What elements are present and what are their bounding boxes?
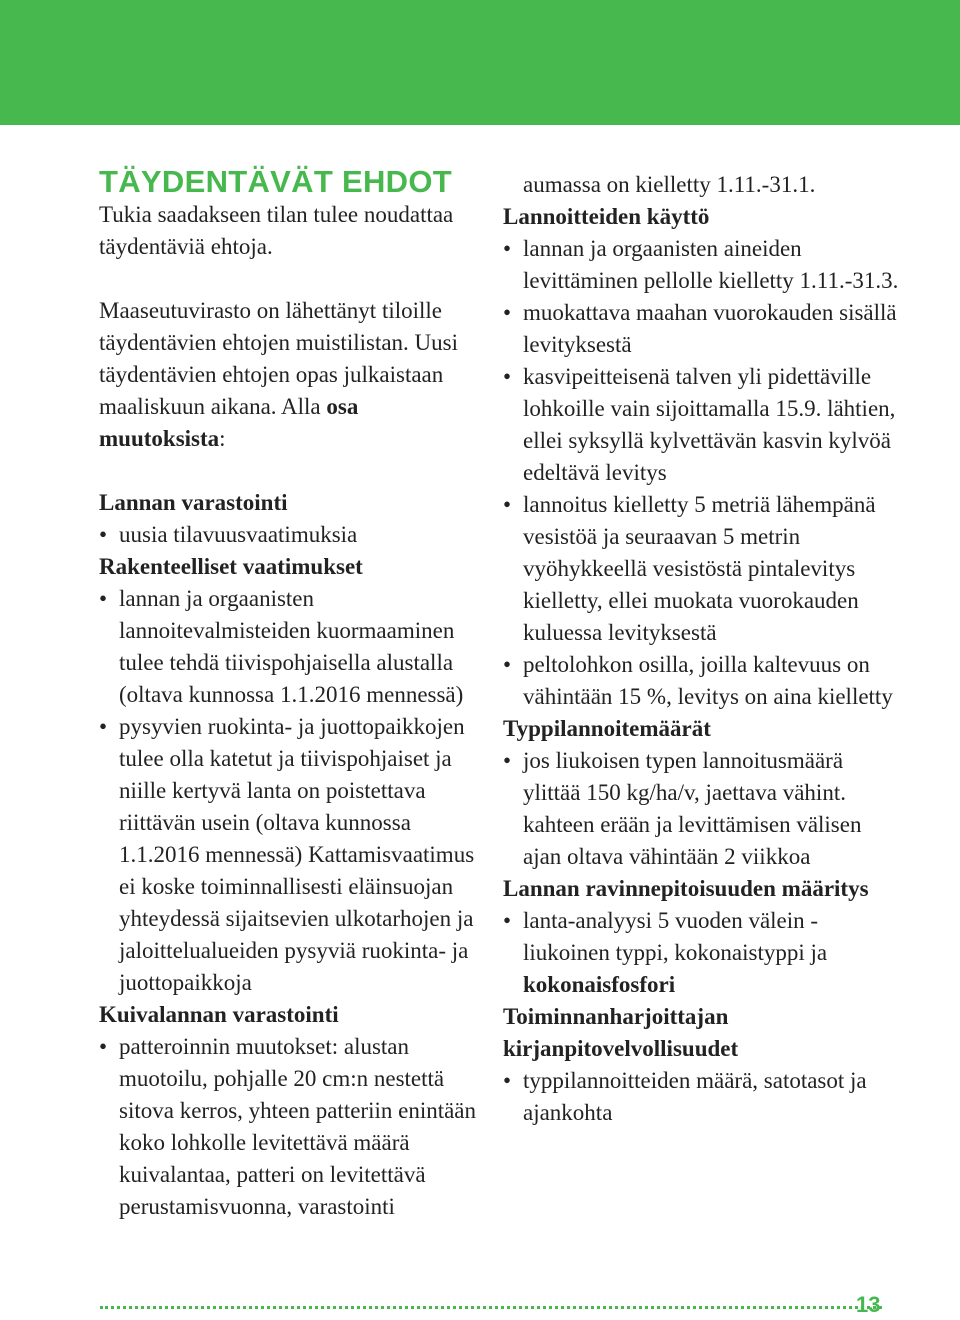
- list-item: • pysyvien ruokinta- ja juottopaikkojen tulee olla katetut ja tiivispohjaiset ja niille kertyvä lanta on poistettava riittävän usein (oltava kunnossa 1.1.2016 mennessä) Kattamisvaatimus ei koske toiminnallisesti eläinsuojan yhteydessä sijaitsevien ulkotarhojen ja jaloittelualueiden pysyviä ruokinta- ja juottopaikkoja: [99, 711, 489, 999]
- list-item: • patteroinnin muutokset: alustan muotoilu, pohjalle 20 cm:n nestettä sitova kerros, yhteen patteriin enintään koko lohkolle levitettävä määrä kuivalantaa, patteri on levitettävä perustamisvuonna, varastointi: [99, 1031, 489, 1223]
- list-item: • jos liukoisen typen lannoitusmäärä ylittää 150 kg/ha/v, jaettava vähint. kahteen erään ja levittämisen välisen ajan oltava vähintään 2 viikkoa: [503, 745, 903, 873]
- left-column: [99, 165, 489, 1223]
- analysis-list: [503, 905, 903, 1001]
- section-heading-structural: Rakenteelliset vaatimukset: [99, 554, 363, 579]
- list-item: • kasvipeitteisenä talven yli pidettäville lohkoille vain sijoittamalla 15.9. lähtien, ellei syksyllä kylvettävän kasvin kylvöä edeltävä levitys: [503, 361, 903, 489]
- page-number: 13: [856, 1292, 881, 1317]
- list-item: • muokattava maahan vuorokauden sisällä levityksestä: [503, 297, 903, 361]
- list-item: • typpilannoitteiden määrä, satotasot ja ajankohta: [503, 1065, 903, 1129]
- structural-list: [99, 583, 489, 999]
- intro-paragraph: Tukia saadakseen tilan tulee noudattaa täydentäviä ehtoja.: [99, 202, 454, 259]
- list-item: • peltolohkon osilla, joilla kaltevuus on vähintään 15 %, levitys on aina kielletty: [503, 649, 903, 713]
- section-heading-nitrogen: Typpilannoitemäärät: [503, 716, 711, 741]
- section-heading-bookkeeping: Toiminnanharjoittajan kirjanpitovelvollisuudet: [503, 1004, 739, 1061]
- footer-dotted-rule: [100, 1296, 882, 1309]
- section-heading-manure-storage: Lannan varastointi: [99, 490, 288, 515]
- dry-manure-list: [99, 1031, 489, 1223]
- section-heading-dry-manure: Kuivalannan varastointi: [99, 1002, 339, 1027]
- top-color-band: [0, 0, 960, 125]
- list-item: • uusia tilavuusvaatimuksia: [99, 519, 489, 551]
- changes-paragraph: Maaseutuvirasto on lähettänyt tiloille täydentävien ehtojen muistilistan. Uusi täydentävien ehtojen opas julkaistaan maaliskuun aikana. Alla osa muutoksista:: [99, 298, 458, 451]
- list-item: • lannan ja orgaanisten lannoitevalmisteiden kuormaaminen tulee tehdä tiivispohjaisella alustalla (oltava kunnossa 1.1.2016 mennessä): [99, 583, 489, 711]
- manure-storage-list: [99, 519, 489, 551]
- continuation-text: aumassa on kielletty 1.11.-31.1.: [523, 172, 816, 197]
- list-item: • lannoitus kielletty 5 metriä lähempänä vesistöä ja seuraavan 5 metrin vyöhykkeellä vesistöstä pintalevitys kielletty, ellei muokata vuorokauden kuluessa levityksestä: [503, 489, 903, 649]
- nitrogen-list: [503, 745, 903, 873]
- list-item: • lannan ja orgaanisten aineiden levittäminen pellolle kielletty 1.11.-31.3.: [503, 233, 903, 297]
- page-title: TÄYDENTÄVÄT EHDOT: [99, 164, 452, 199]
- fertilizer-use-list: [503, 233, 903, 713]
- right-column: [503, 169, 903, 1129]
- list-item: • lanta-analyysi 5 vuoden välein - liukoinen typpi, kokonaistyppi ja kokonaisfosfori: [503, 905, 903, 1001]
- section-heading-fertilizer-use: Lannoitteiden käyttö: [503, 204, 710, 229]
- section-heading-nutrient-analysis: Lannan ravinnepitoisuuden määritys: [503, 876, 869, 901]
- bookkeeping-list: [503, 1065, 903, 1129]
